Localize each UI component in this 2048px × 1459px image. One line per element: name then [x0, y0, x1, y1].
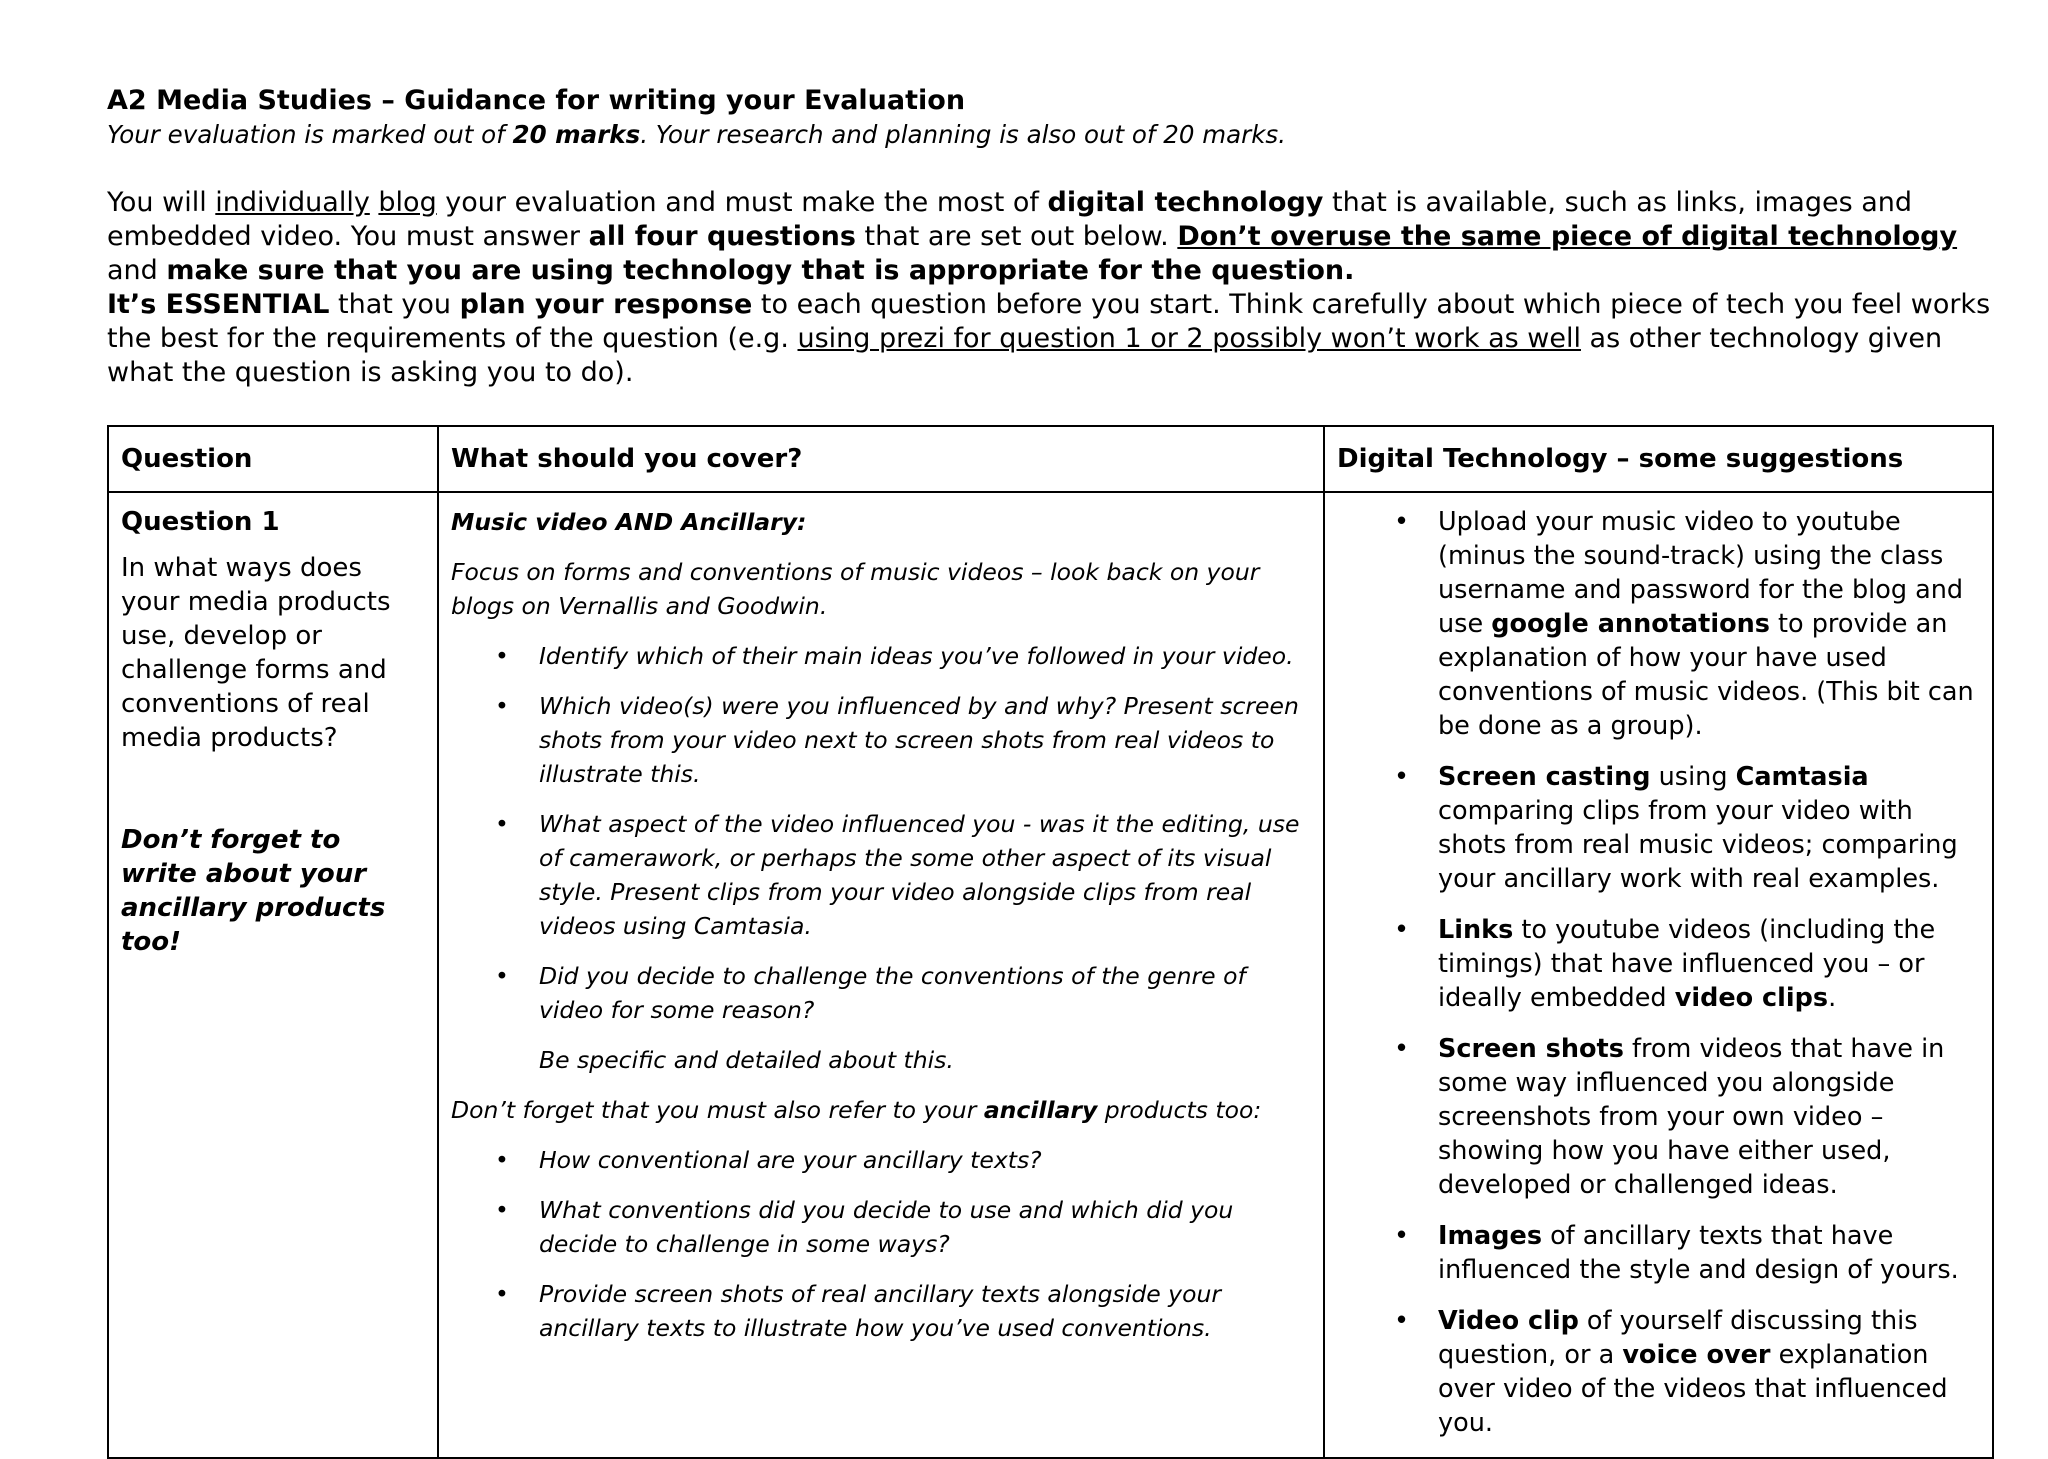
tech-bold: Camtasia [1735, 762, 1869, 792]
list-item [1438, 760, 1980, 896]
intro-underlined: individually [215, 187, 370, 218]
essential-text: as other technology given what the question is asking you to do). [107, 323, 1943, 388]
document-title: A2 Media Studies – Guidance for writing your Evaluation [107, 85, 966, 116]
question-text: In what ways does your media products use, develop or challenge forms and conventions of real media products? [121, 553, 391, 753]
tech-text: to provide an explanation of how your have used conventions of music videos. (This bit can be done as a group). [1438, 609, 1974, 741]
subtitle-text-end: . Your research and planning is also out of 20 marks. [640, 120, 1286, 149]
cover-focus: Focus on forms and conventions of music videos – look back on your blogs on Vernallis and Goodwin. [451, 558, 1260, 620]
tech-list [1337, 505, 1980, 1440]
cover-ancillary [451, 1093, 1311, 1127]
list-item: • How conventional are your ancillary texts? [539, 1143, 1311, 1177]
cover-note: Be specific and detailed about this. [539, 1046, 954, 1074]
tech-text: to youtube videos (including the timings) that have influenced you – or ideally embedded [1438, 915, 1936, 1013]
tech-bold: Screen casting [1438, 762, 1651, 792]
document-page [107, 84, 1992, 1438]
cover-list [451, 639, 1311, 1027]
tech-bold: google annotations [1491, 609, 1770, 639]
intro-text: that is available, such as links, images and embedded video. You must answer [107, 187, 1913, 252]
tech-cell [1324, 492, 1993, 1458]
tech-bold: Video clip [1438, 1306, 1579, 1336]
header-tech: Digital Technology – some suggestions [1324, 426, 1993, 492]
subtitle-marks: 20 marks [512, 120, 641, 149]
intro-bold: all four questions [588, 221, 856, 252]
tech-text: using [1650, 762, 1736, 792]
list-item [1438, 1304, 1980, 1440]
intro-paragraph [107, 186, 1992, 288]
tech-text: Upload your music video to youtube (minus the sound-track) using the class username and password for the blog and use [1438, 507, 1964, 639]
guidance-table [107, 425, 1994, 1459]
list-item: • Provide screen shots of real ancillary texts alongside your ancillary texts to illustrate how you’ve used conventions. [539, 1277, 1311, 1345]
tech-text: . [1828, 983, 1837, 1013]
tech-bold: video clips [1674, 983, 1829, 1013]
intro-text: that are set out below. [855, 221, 1178, 252]
cover-cell [438, 492, 1324, 1458]
header-cover: What should you cover? [438, 426, 1324, 492]
intro-text: your evaluation and must make the most of [436, 187, 1048, 218]
question-title: Question 1 [121, 507, 280, 537]
question-reminder: Don’t forget to write about your ancillary products too! [121, 825, 386, 957]
list-item [1438, 505, 1980, 743]
intro-bold: digital technology [1047, 187, 1324, 218]
tech-text: of ancillary texts that have influenced the style and design of yours. [1438, 1221, 1959, 1285]
tech-bold: Links [1438, 915, 1514, 945]
tech-bold: Images [1438, 1221, 1542, 1251]
intro-text: You will [107, 187, 216, 218]
question-cell [108, 492, 438, 1458]
document-subtitle [107, 118, 1992, 152]
essential-text: that you [329, 289, 460, 320]
tech-bold: voice over [1622, 1340, 1771, 1370]
list-item [1438, 1032, 1980, 1202]
tech-bold: Screen shots [1438, 1034, 1624, 1064]
cover-heading: Music video AND Ancillary: [451, 508, 807, 536]
essential-bold: plan your response [459, 289, 753, 320]
intro-bold-underlined: Don’t overuse the same piece of digital technology [1177, 221, 1958, 252]
table-row [108, 492, 1993, 1458]
essential-paragraph [107, 288, 1992, 390]
tech-text: of yourself discussing this question, or a [1438, 1306, 1918, 1370]
list-item [1438, 1219, 1980, 1287]
tech-text: comparing clips from your video with shots from real music videos; comparing your ancillary work with real examples. [1438, 796, 1958, 894]
ancillary-bold: ancillary [983, 1096, 1098, 1124]
essential-underlined: using prezi for question 1 or 2 possibly won’t work as well [797, 323, 1581, 354]
intro-underlined: blog [378, 187, 437, 218]
list-item: • What conventions did you decide to use and which did you decide to challenge in some ways? [539, 1193, 1311, 1261]
ancillary-text: products too: [1097, 1096, 1262, 1124]
list-item: • What aspect of the video influenced you - was it the editing, use of camerawork, or perhaps the some other aspect of its visual style. Present clips from your video alongside clips from real videos using Camtasia. [539, 807, 1311, 943]
table-header-row [108, 426, 1993, 492]
list-item: • Did you decide to challenge the conventions of the genre of video for some reason? [539, 959, 1311, 1027]
essential-text: to each question before you start. Think carefully about which piece of tech you feel works the best for the requirements of the question (e.g. [107, 289, 1991, 354]
tech-text: from videos that have in some way influenced you alongside screenshots from your own video – showing how you have either used, developed or challenged ideas. [1438, 1034, 1945, 1200]
tech-text: explanation over video of the videos that influenced you. [1438, 1340, 1948, 1438]
ancillary-list [451, 1143, 1311, 1345]
list-item: • Which video(s) were you influenced by and why? Present screen shots from your video next to screen shots from real videos to illustrate this. [539, 689, 1311, 791]
list-item: • Identify which of their main ideas you’ve followed in your video. [539, 639, 1311, 673]
list-item [1438, 913, 1980, 1015]
header-question: Question [108, 426, 438, 492]
subtitle-text: Your evaluation is marked out of [107, 120, 513, 149]
ancillary-text: Don’t forget that you must also refer to your [451, 1096, 984, 1124]
essential-bold: It’s ESSENTIAL [107, 289, 330, 320]
intro-text: and [107, 255, 167, 286]
intro-bold: make sure that you are using technology that is appropriate for the question. [166, 255, 1355, 286]
